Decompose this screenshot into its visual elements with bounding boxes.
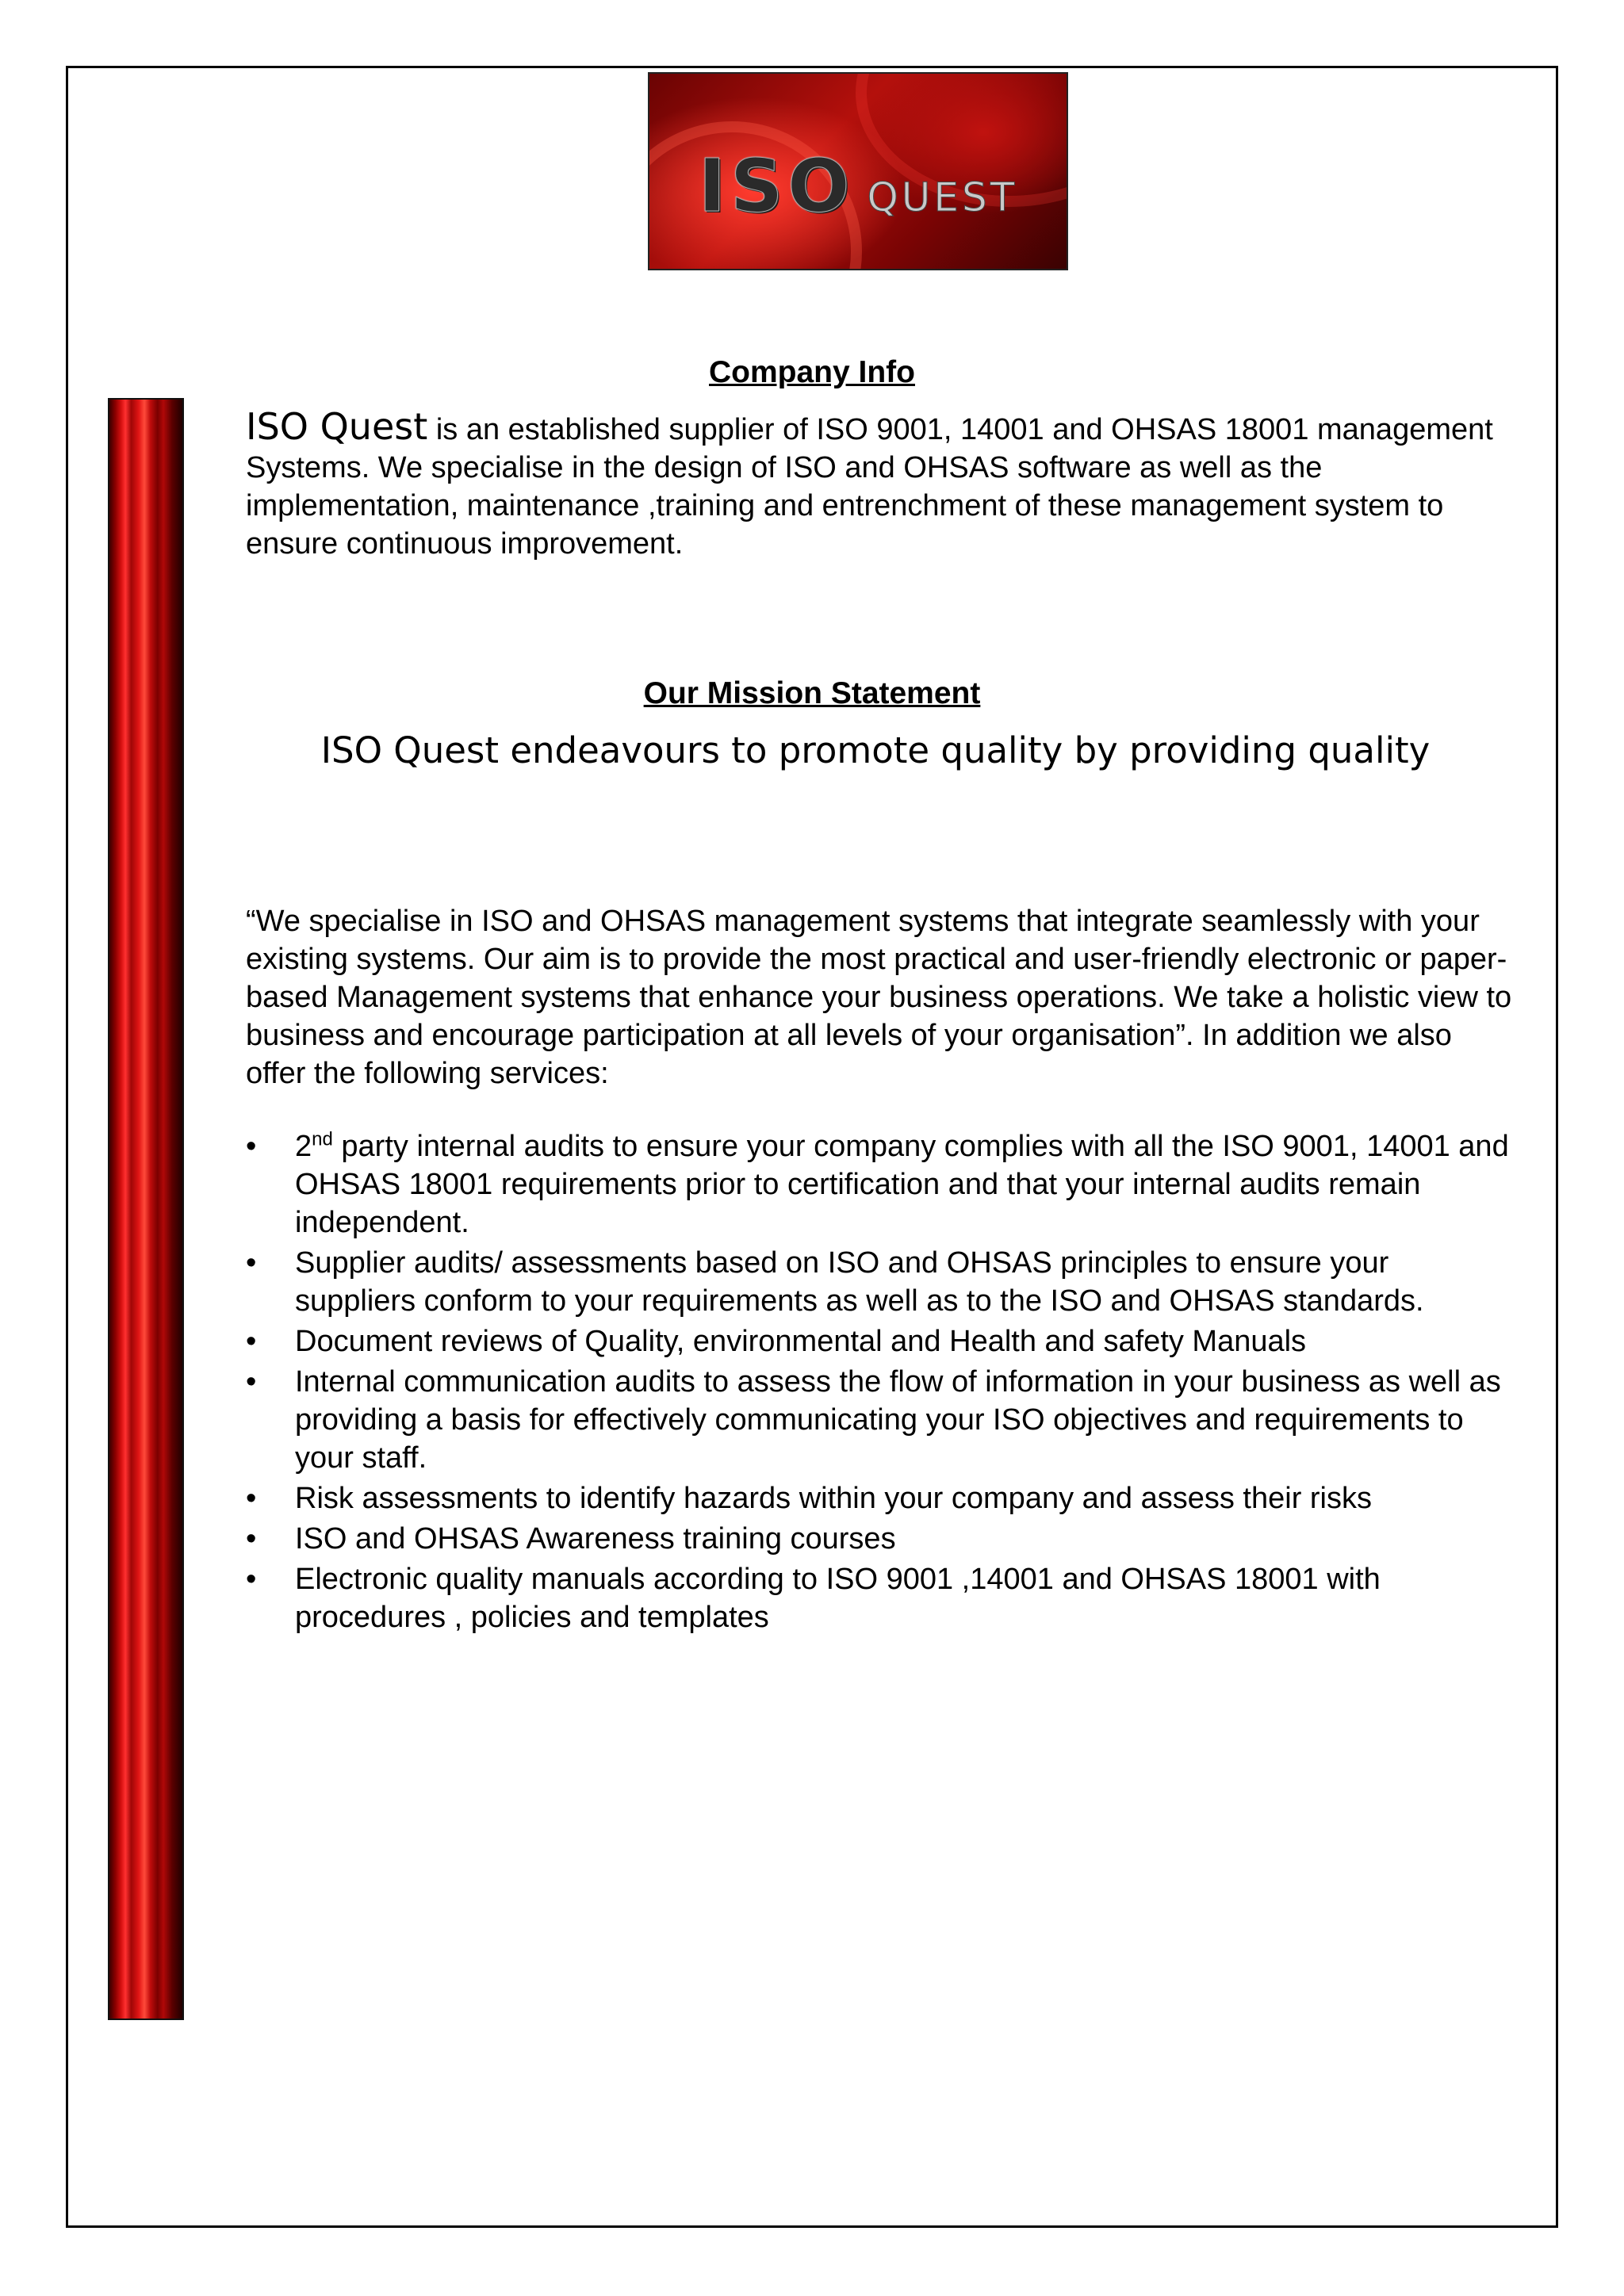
- iso-quest-logo: [648, 72, 1068, 270]
- list-item-text: ISO and OHSAS Awareness training courses: [295, 1522, 896, 1556]
- bullet-icon: •: [246, 1365, 257, 1399]
- logo-wordmark: [649, 144, 1067, 228]
- ordinal-suffix: nd: [312, 1128, 333, 1150]
- bullet-icon: •: [246, 1325, 257, 1358]
- bullet-icon: •: [246, 1563, 257, 1596]
- list-item: [246, 1560, 1515, 1636]
- mission-text: endeavours to promote quality by providing quality: [499, 729, 1431, 771]
- list-item: [246, 1322, 1515, 1360]
- mission-statement: [0, 729, 1624, 771]
- company-info-paragraph: [246, 405, 1515, 563]
- list-item: [246, 1479, 1515, 1517]
- list-item-text: Electronic quality manuals according to ISO 9001 ,14001 and OHSAS 18001 with procedures , policies and templates: [295, 1563, 1381, 1634]
- list-item-text: Risk assessments to identify hazards within your company and assess their risks: [295, 1482, 1372, 1515]
- list-item: [246, 1244, 1515, 1320]
- list-item: [246, 1520, 1515, 1558]
- bullet-icon: •: [246, 1246, 257, 1280]
- mission-heading: Our Mission Statement: [643, 676, 981, 710]
- decorative-red-sidebar: [108, 398, 184, 2020]
- intro-paragraph: “We specialise in ISO and OHSAS management systems that integrate seamlessly with your existing systems. Our aim is to provide the most practical and user-friendly electronic or paper-based Management systems that enhance your business operations. We take a holistic view to business and encourage participation at all levels of your organisation”. In addition we also offer the following services:: [246, 905, 1512, 1090]
- mission-brand-name: ISO Quest: [320, 729, 500, 771]
- logo-iso-text: ISO: [698, 144, 855, 228]
- list-item: [246, 1363, 1515, 1477]
- bullet-icon: •: [246, 1482, 257, 1515]
- list-item-text: Supplier audits/ assessments based on ISO and OHSAS principles to ensure your suppliers conform to your requirements as well as to the ISO and OHSAS standards.: [295, 1246, 1424, 1318]
- bullet-icon: •: [246, 1130, 257, 1163]
- company-brand-name: ISO Quest: [246, 405, 428, 448]
- list-item: [246, 1127, 1515, 1242]
- logo-quest-text: QUEST: [867, 174, 1018, 220]
- list-item-text: party internal audits to ensure your company complies with all the ISO 9001, 14001 and OHSAS 18001 requirements prior to certification and that your internal audits remain independent.: [295, 1130, 1509, 1239]
- ordinal-number: 2: [295, 1130, 312, 1163]
- company-info-heading: Company Info: [709, 355, 915, 389]
- list-item-text: Internal communication audits to assess the flow of information in your business as well as providing a basis for effectively communicating your ISO objectives and requirements to your staff.: [295, 1365, 1501, 1475]
- services-list: [246, 1127, 1515, 1639]
- bullet-icon: •: [246, 1522, 257, 1556]
- company-info-text: is an established supplier of ISO 9001, 14001 and OHSAS 18001 management Systems. We specialise in the design of ISO and OHSAS software as well as the implementation, maintenance ,training and entrenchment of these management system to ensure continuous improvement.: [246, 413, 1493, 561]
- list-item-text: Document reviews of Quality, environmental and Health and safety Manuals: [295, 1325, 1307, 1358]
